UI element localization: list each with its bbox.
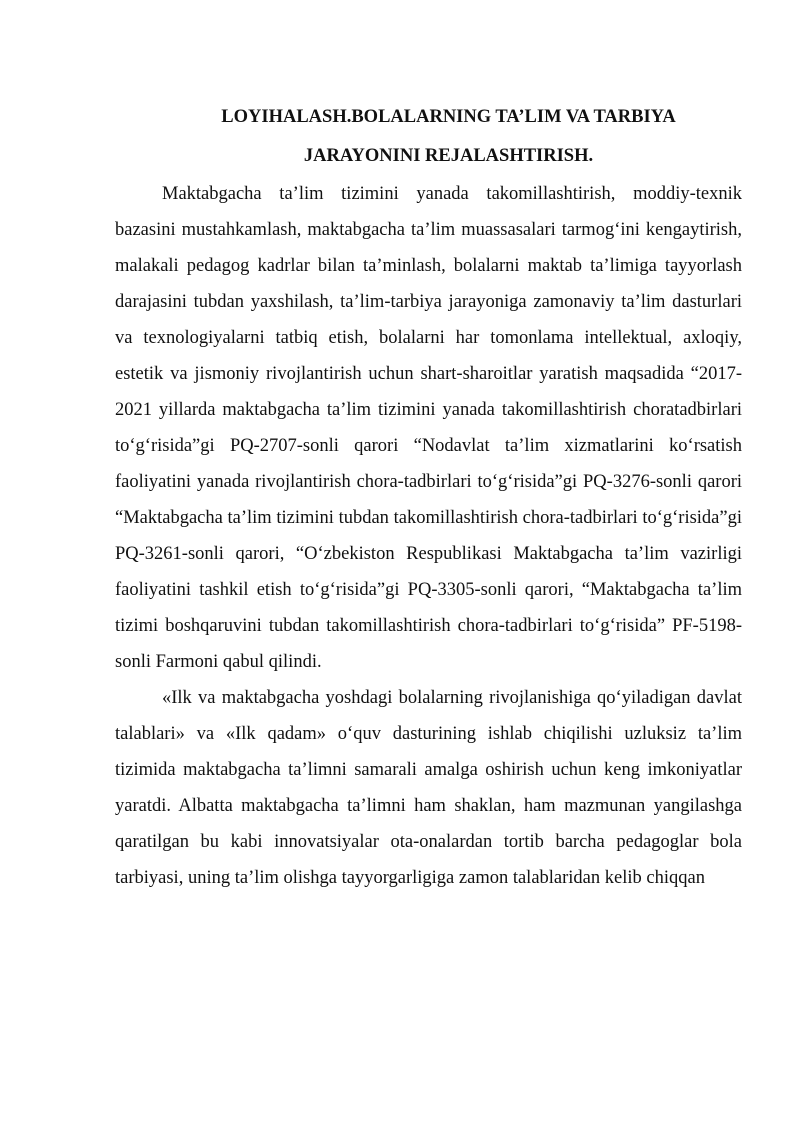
title-line-2: JARAYONINI REJALASHTIRISH. — [303, 146, 594, 166]
body-paragraph-2: «Ilk va maktabgacha yoshdagi bolalarning rivojlanishiga qo‘yiladigan davlat talablari» va «Ilk qadam» o‘quv dasturining ishlab chiqilishi uzluksiz ta’lim tizimida maktabgacha ta’limni samarali amalga oshirish uchun keng imkoniyatlar yaratdi. Albatta maktabgacha ta’limni ham shaklan, ham mazmunan yangilashga qaratilgan bu kabi innovatsiyalar ota-onalardan tortib barcha pedagoglar bola tarbiyasi, uning ta’lim olishga tayyorgarligiga zamon talablaridan kelib chiqqan — [115, 688, 742, 888]
document-page — [115, 98, 742, 896]
document-title — [115, 98, 742, 176]
title-line-1: LOYIHALASH.BOLALARNING TA’LIM VA TARBIYA — [221, 107, 676, 127]
body-paragraph-1: Maktabgacha ta’lim tizimini yanada takomillashtirish, moddiy-texnik bazasini mustahkamlash, maktabgacha ta’lim muassasalari tarmog‘ini kengaytirish, malakali pedagog kadrlar bilan ta’minlash, bolalarni maktab ta’limiga tayyorlash darajasini tubdan yaxshilash, ta’lim-tarbiya jarayoniga zamonaviy ta’lim dasturlari va texnologiyalarni tatbiq etish, bolalarni har tomonlama intellektual, axloqiy, estetik va jismoniy rivojlantirish uchun shart-sharoitlar yaratish maqsadida “2017-2021 yillarda maktabgacha ta’lim tizimini yanada takomillashtirish choratadbirlari to‘g‘risida”gi PQ-2707-sonli qarori “Nodavlat ta’lim xizmatlarini ko‘rsatish faoliyatini yanada rivojlantirish chora-tadbirlari to‘g‘risida”gi PQ-3276-sonli qarori “Maktabgacha ta’lim tizimini tubdan takomillashtirish chora-tadbirlari to‘g‘risida”gi PQ-3261-sonli qarori, “O‘zbekiston Respublikasi Maktabgacha ta’lim vazirligi faoliyatini tashkil etish to‘g‘risida”gi PQ-3305-sonli qarori, “Maktabgacha ta’lim tizimi boshqaruvini tubdan takomillashtirish chora-tadbirlari to‘g‘risida” PF-5198-sonli Farmoni qabul qilindi. — [115, 184, 742, 672]
